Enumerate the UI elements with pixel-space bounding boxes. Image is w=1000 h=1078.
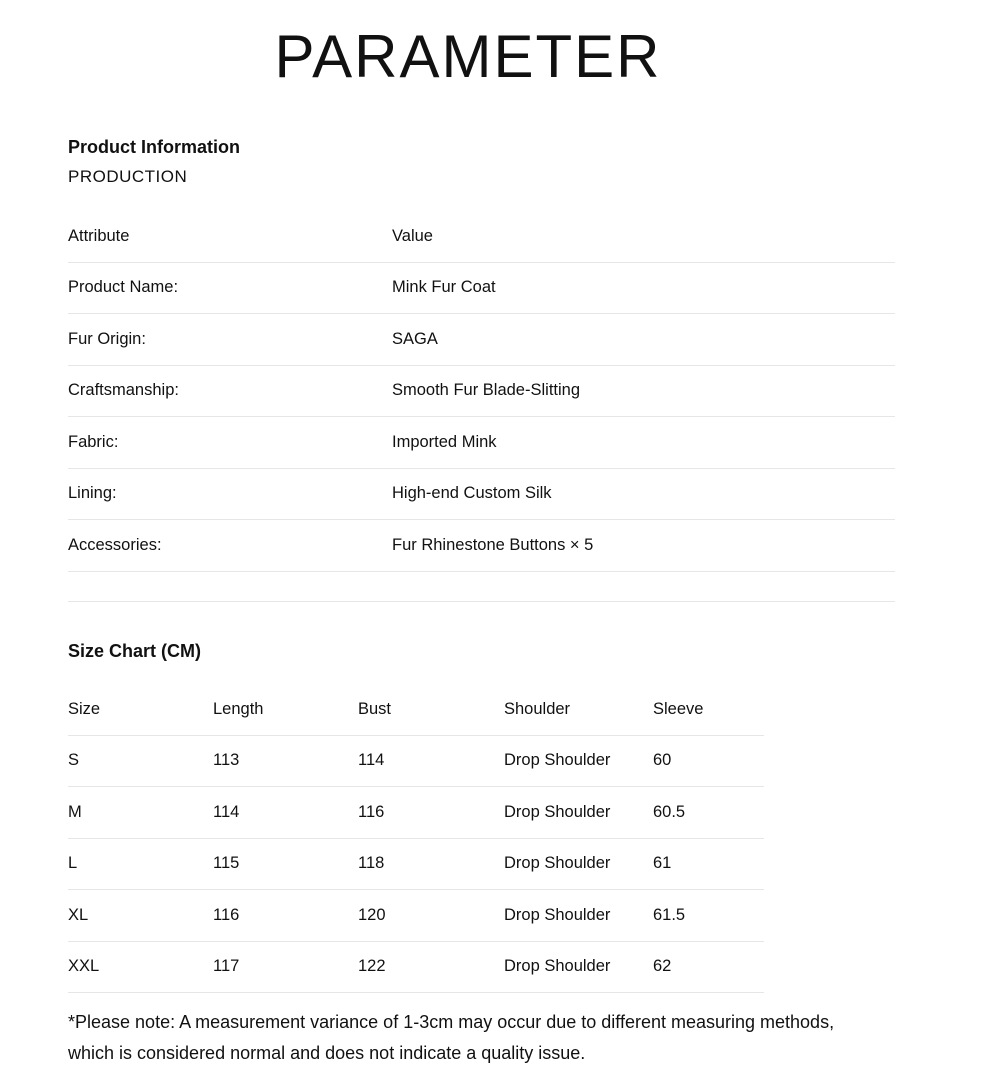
- attribute-value: High-end Custom Silk: [392, 484, 552, 503]
- attribute-value: Smooth Fur Blade-Slitting: [392, 381, 581, 400]
- size-chart-table: [68, 684, 764, 993]
- column-header-sleeve: Sleeve: [653, 699, 704, 718]
- attribute-column-header: Attribute: [68, 226, 130, 245]
- attribute-label: Craftsmanship:: [68, 381, 179, 400]
- table-row: [68, 839, 764, 891]
- product-info-header-row: [68, 211, 895, 263]
- section-divider: [68, 601, 895, 602]
- product-info-heading: Product Information: [68, 137, 240, 157]
- table-row: [68, 366, 895, 418]
- attribute-label: Accessories:: [68, 535, 162, 554]
- column-header-length: Length: [213, 699, 264, 718]
- length-cell: 117: [213, 957, 240, 976]
- length-cell: 113: [213, 751, 240, 770]
- sleeve-cell: 62: [653, 957, 672, 976]
- table-row: [68, 469, 895, 521]
- attribute-label: Product Name:: [68, 278, 179, 297]
- product-info-subheading: PRODUCTION: [68, 167, 188, 186]
- note-line-2: which is considered normal and does not indicate a quality issue.: [68, 1043, 586, 1063]
- attribute-label: Fabric:: [68, 432, 119, 451]
- table-row: [68, 736, 764, 788]
- bust-cell: 118: [358, 854, 385, 873]
- table-row: [68, 314, 895, 366]
- sleeve-cell: 61: [653, 854, 672, 873]
- column-header-bust: Bust: [358, 699, 392, 718]
- column-header-shoulder: Shoulder: [504, 699, 571, 718]
- note-line-1: *Please note: A measurement variance of 1-3cm may occur due to different measuring methods,: [68, 1012, 835, 1032]
- attribute-value: Mink Fur Coat: [392, 278, 496, 297]
- value-column-header: Value: [392, 226, 433, 245]
- length-cell: 115: [213, 854, 240, 873]
- shoulder-cell: Drop Shoulder: [504, 905, 611, 924]
- size-chart-heading: Size Chart (CM): [68, 641, 202, 661]
- column-header-size: Size: [68, 699, 101, 718]
- shoulder-cell: Drop Shoulder: [504, 854, 611, 873]
- size-cell: M: [68, 802, 82, 821]
- sleeve-cell: 61.5: [653, 905, 686, 924]
- bust-cell: 120: [358, 905, 386, 924]
- attribute-label: Fur Origin:: [68, 329, 146, 348]
- table-row: [68, 942, 764, 994]
- shoulder-cell: Drop Shoulder: [504, 751, 611, 770]
- attribute-value: SAGA: [392, 329, 438, 348]
- table-row: [68, 263, 895, 315]
- page-title: PARAMETER: [274, 23, 662, 90]
- bust-cell: 122: [358, 957, 386, 976]
- size-chart-header-row: [68, 684, 764, 736]
- table-row: [68, 890, 764, 942]
- size-cell: L: [68, 854, 78, 873]
- size-cell: S: [68, 751, 80, 770]
- table-row: [68, 520, 895, 572]
- attribute-value: Imported Mink: [392, 432, 497, 451]
- bust-cell: 114: [358, 751, 385, 770]
- length-cell: 114: [213, 802, 240, 821]
- attribute-label: Lining:: [68, 484, 117, 503]
- size-cell: XXL: [68, 957, 100, 976]
- sleeve-cell: 60.5: [653, 802, 686, 821]
- size-cell: XL: [68, 905, 89, 924]
- length-cell: 116: [213, 905, 240, 924]
- sleeve-cell: 60: [653, 751, 672, 770]
- shoulder-cell: Drop Shoulder: [504, 957, 611, 976]
- measurement-note: [68, 1007, 928, 1069]
- bust-cell: 116: [358, 802, 385, 821]
- table-row: [68, 787, 764, 839]
- attribute-value: Fur Rhinestone Buttons × 5: [392, 535, 594, 554]
- product-info-table: [68, 211, 895, 572]
- shoulder-cell: Drop Shoulder: [504, 802, 611, 821]
- table-row: [68, 417, 895, 469]
